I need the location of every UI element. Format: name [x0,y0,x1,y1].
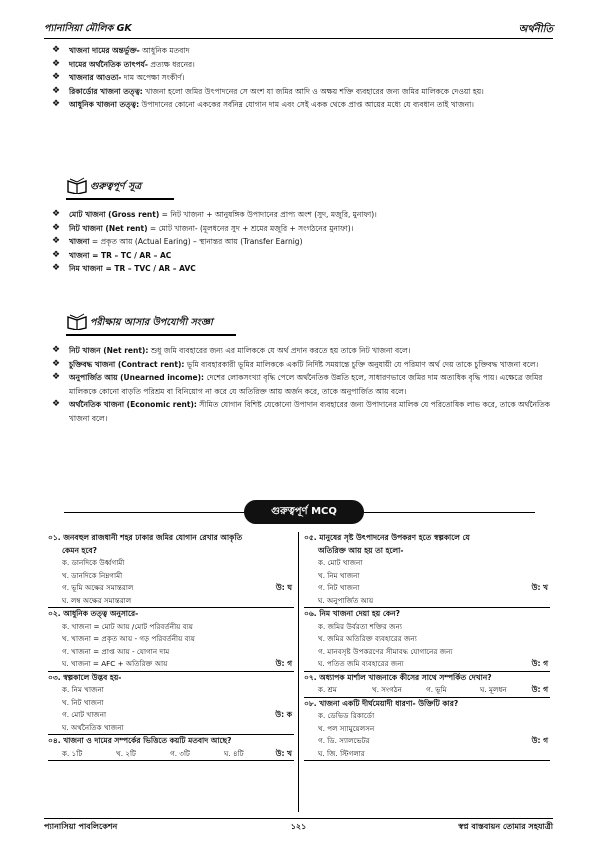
chapter-title: অর্থনীতি [518,24,553,35]
open-book-icon [66,176,88,194]
footer-slogan: স্বপ্ন বাস্তবায়ন তোমার সহযাত্রী [458,822,553,831]
list-item: ❖ চুক্তিবদ্ধ খাজনা (Contract rent): ভূমি ব্যবহারকারী ভূমির মালিককে একটি নির্দিষ্ট সময়ান্তে চুক্তি অনুযায়ী যে পরিমাণ অর্থ দেয় তাকে চুক্তিবদ্ধ খাজনা বলে। [52,358,539,369]
answer-key: উ: খ [531,583,548,592]
mcq-question [48,672,294,736]
answer-key: উ: গ [275,659,292,668]
diamond-bullet-icon: ❖ [52,358,61,369]
list-item: ❖ দামের অর্থনৈতিক তাৎপর্য- প্রত্যক্ষ ধরনের। [52,58,195,69]
question-text: ০৮. খাজনা একটি দীর্ঘমেয়াদী ধারণা- উক্তিটি কার? [304,698,459,708]
answer-option: গ. নিট খাজনা [318,583,360,592]
option-row [304,710,550,735]
answer-option: গ. ৩টি [170,748,190,758]
option-row [48,621,294,634]
option-row [48,646,294,659]
diamond-bullet-icon: ❖ [52,99,61,109]
section-heading-definitions: পরীক্ষায় আসার উপযোগী সংজ্ঞা [66,312,236,336]
answer-option: খ. খাজনা = প্রকৃত আয় - গড় পরিবর্তনীয় ব্যয় [62,634,195,643]
page-footer [44,821,553,835]
diamond-bullet-icon: ❖ [52,236,61,246]
answer-option: ক. মোট খাজনা [318,558,363,567]
mcq-question [48,608,294,672]
mcq-columns [48,532,547,812]
page-header [44,22,553,38]
diamond-bullet-icon: ❖ [52,209,61,219]
mcq-question [304,672,550,698]
mcq-banner [64,500,535,526]
answer-option: খ. জমির অতিরিক্ত ব্যবহারের জন্য [318,634,417,643]
list-item: ❖ খাজনার আওতা- দাম অপেক্ষা সংকীর্ণ। [52,72,185,82]
answer-option: ক. নিম খাজনা [62,685,104,694]
page-number: ১২১ [290,822,307,831]
question-text: ০৩. স্বল্পকালে উদ্ভব হয়- [48,672,122,682]
list-item: ❖ খাজনা দামের অন্তর্ভুক্ত- আধুনিক মতবাদ [52,45,190,55]
answer-option: ক. ডানদিকে উর্ধ্বগামী [62,558,125,567]
mcq-question [304,698,550,762]
mcq-title: গুরুত্বপূর্ণ MCQ [244,500,364,524]
mcq-question [48,735,294,761]
answer-key: উ: গ [531,736,548,745]
list-item: ❖ নিম খাজনা = TR – TVC / AR – AVC [52,263,196,273]
mcq-question [48,532,294,608]
answer-option: ঘ. লম্ব অক্ষের সমান্তরাল [62,595,132,605]
option-row [304,633,550,646]
diamond-bullet-icon: ❖ [52,345,61,355]
list-item: ❖ মোট খাজনা (Gross rent) = নিট খাজনা + আনুষঙ্গিক উপাদানের প্রাপ্য অংশ (সুদ, মজুরি, মুনাফা)। [52,209,377,219]
answer-option: ঘ. মূলধন [480,685,507,694]
answer-option: খ. নিট খাজনা [62,697,104,707]
diamond-bullet-icon: ❖ [52,372,61,382]
list-item: ❖ নিট খাজনা (Net rent) = মোট খাজনা- (মূলধনের সুদ + শ্রমের মজুরি + সংগঠনের মুনাফা)। [52,222,354,233]
answer-key: উ: গ [531,659,548,668]
diamond-bullet-icon: ❖ [52,58,61,69]
question-text: ০২. আধুনিক তত্ত্ব অনুসারে- [48,609,139,618]
option-row [48,582,294,607]
answer-option: গ. খাজনা = প্রাপ্ত আয় - যোগান দাম [62,646,170,656]
question-text: ০৬. নিম খাজনা দেয়া হয় কেন? [304,609,400,618]
option-row [304,621,550,634]
answer-option: গ. ভূমি অক্ষের সমান্তরাল [62,583,134,592]
answer-option: ক. ১টি [62,748,83,758]
answer-option: ঘ. খাজনা = AFC + অতিরিক্ত আয় [62,659,168,668]
question-text: ০৪. খাজনা ও দামের সম্পর্কের ভিত্তিতে কয়টি মতবাদ আছে? [48,736,232,745]
question-text-cont: অতিরিক্ত আয় হয় তা হলো- [318,545,404,555]
option-row [48,684,294,709]
list-item: ❖ খাজনা = প্রকৃত আয় (Actual Earing) – স্থানান্তর আয় (Transfer Earnig) [52,236,303,246]
book-title: প্যানাসিয়া মৌলিক GK [44,23,132,34]
question-text: ০৫. মানুষের সৃষ্ট উৎপাদনের উপকরণ হতে স্বল্পকালে যে [304,533,470,542]
answer-option: ঘ. পতিত জমি ব্যবহারের জন্য [318,659,404,668]
answer-option: খ. ২টি [116,748,136,758]
option-row [48,557,294,582]
answer-key: উ: ক [275,710,292,719]
answer-option: খ. ডানদিকে নিম্নগামী [62,570,123,580]
mcq-question [304,532,550,608]
option-row [48,748,294,761]
list-item: ❖ খাজনা = TR – TC / AR – AC [52,249,172,260]
footer-rule [44,818,553,819]
answer-option: ঘ. ৪টি [224,748,244,758]
header-rule [44,38,553,39]
answer-option: ঘ. জি. স্টিগলার [318,748,365,758]
question-text: ০৭. অধ্যাপক মার্শাল খাজনাকে কীসের সাথে সম্পর্কিত দেখান? [304,672,492,682]
option-row [304,658,550,671]
answer-option: খ. সংগঠন [372,685,402,694]
answer-option: খ. পল স্যামুয়েলসন [318,723,375,733]
answer-option: ঘ. অর্থনৈতিক খাজনা [62,722,124,732]
diamond-bullet-icon: ❖ [52,399,61,409]
option-row [304,735,550,760]
option-row [304,557,550,582]
answer-option: ক. ডেভিড রিকার্ডো [318,711,375,720]
option-row [48,709,294,734]
formula-list [52,208,551,276]
diamond-bullet-icon: ❖ [52,45,61,55]
diamond-bullet-icon: ❖ [52,85,61,96]
list-item: ❖ নিট খাজন (Net rent): শুধু জমি ব্যবহারের জন্য এর মালিককে যে অর্থ প্রদান করতে হয় তাকে নিট খাজনা বলে। [52,345,411,355]
intro-list [52,44,551,112]
diamond-bullet-icon: ❖ [52,72,61,82]
open-book-icon [66,312,88,330]
answer-option: খ. নিম খাজনা [318,570,360,580]
answer-option: গ. ভূমি [426,685,447,694]
answer-option: ক. জমির উর্বরতা শক্তির জন্য [318,621,402,631]
list-item: ❖ রিকার্ডোর খাজনা তত্ত্ব: খাজনা হলো জমির উৎপাদনের সে অংশ যা জমির আদি ও অক্ষয় শক্তি ব্যবহারের জন্য জমির মালিককে দেওয়া হয়। [52,85,484,96]
publisher-name: প্যানাসিয়া পাবলিকেশন [44,822,118,831]
list-item: ❖ অনুপার্জিত আয় (Unearned income): দেশের লোকসংখ্যা বৃদ্ধি পেলে অর্থনৈতিক উন্নতি হলে, সাধারণভাবে জমির দাম অত্যধিক বৃদ্ধি পায়। এক্ষেত্রে জমির মালিককে কোনো বাড়তি পরিশ্রম বা বিনিয়োগ না করে যে অতিরিক্ত আয় অর্জন করে, তাকে অনুপার্জিত আয় বলে। [52,372,543,396]
mcq-right-column [304,532,550,761]
list-item: ❖ আধুনিক খাজনা তত্ত্ব: উপাদানের কোনো এককের সর্বনিম্ন যোগান দাম এবং সেই একক থেকে প্রাপ্ত আয়ের মধ্যে যে ব্যবধান তাই খাজনা। [52,99,474,109]
mcq-left-column [48,532,294,761]
answer-option: ক. খাজনা = মোট আয় /মোট পরিবর্তনীয় ব্যয় [62,621,193,631]
column-divider [298,532,299,812]
option-row [304,684,550,697]
answer-option: গ. মানবসৃষ্ট উপকরণের সীমাবদ্ধ যোগানের জন্য [318,646,453,656]
diamond-bullet-icon: ❖ [52,249,61,260]
answer-option: গ. মোট খাজনা [62,710,107,719]
question-text-cont: কেমন হবে? [62,545,98,555]
answer-option: ক. শ্রম [318,685,337,694]
option-row [304,582,550,607]
mcq-question [304,608,550,672]
answer-option: গ. ডি. স্যালভেটর [318,736,370,745]
diamond-bullet-icon: ❖ [52,263,61,273]
answer-key: উ: খ [275,748,292,758]
answer-key: উ: গ [531,685,548,694]
answer-key: উ: ঘ [275,583,292,592]
diamond-bullet-icon: ❖ [52,222,61,233]
definition-list [52,344,551,425]
option-row [48,633,294,646]
section-heading-formulas: গুরুত্বপূর্ণ সূত্র [66,176,174,200]
answer-option: ঘ. অনুপার্জিত আয় [318,595,374,605]
option-row [304,646,550,659]
question-text: ০১. জনবহুল রাজধানী শহর ঢাকার জমির যোগান রেখার আকৃতি [48,533,243,542]
list-item: ❖ অর্থনৈতিক খাজনা (Economic rent): সীমিত যোগান বিশিষ্ট যেকোনো উপাদান ব্যবহারের জন্য উপাদানের মালিক যে পরিতোষিক লাভ করে, তাকে অর্থনৈতিক খাজনা বলে। [52,399,551,423]
option-row [48,658,294,671]
